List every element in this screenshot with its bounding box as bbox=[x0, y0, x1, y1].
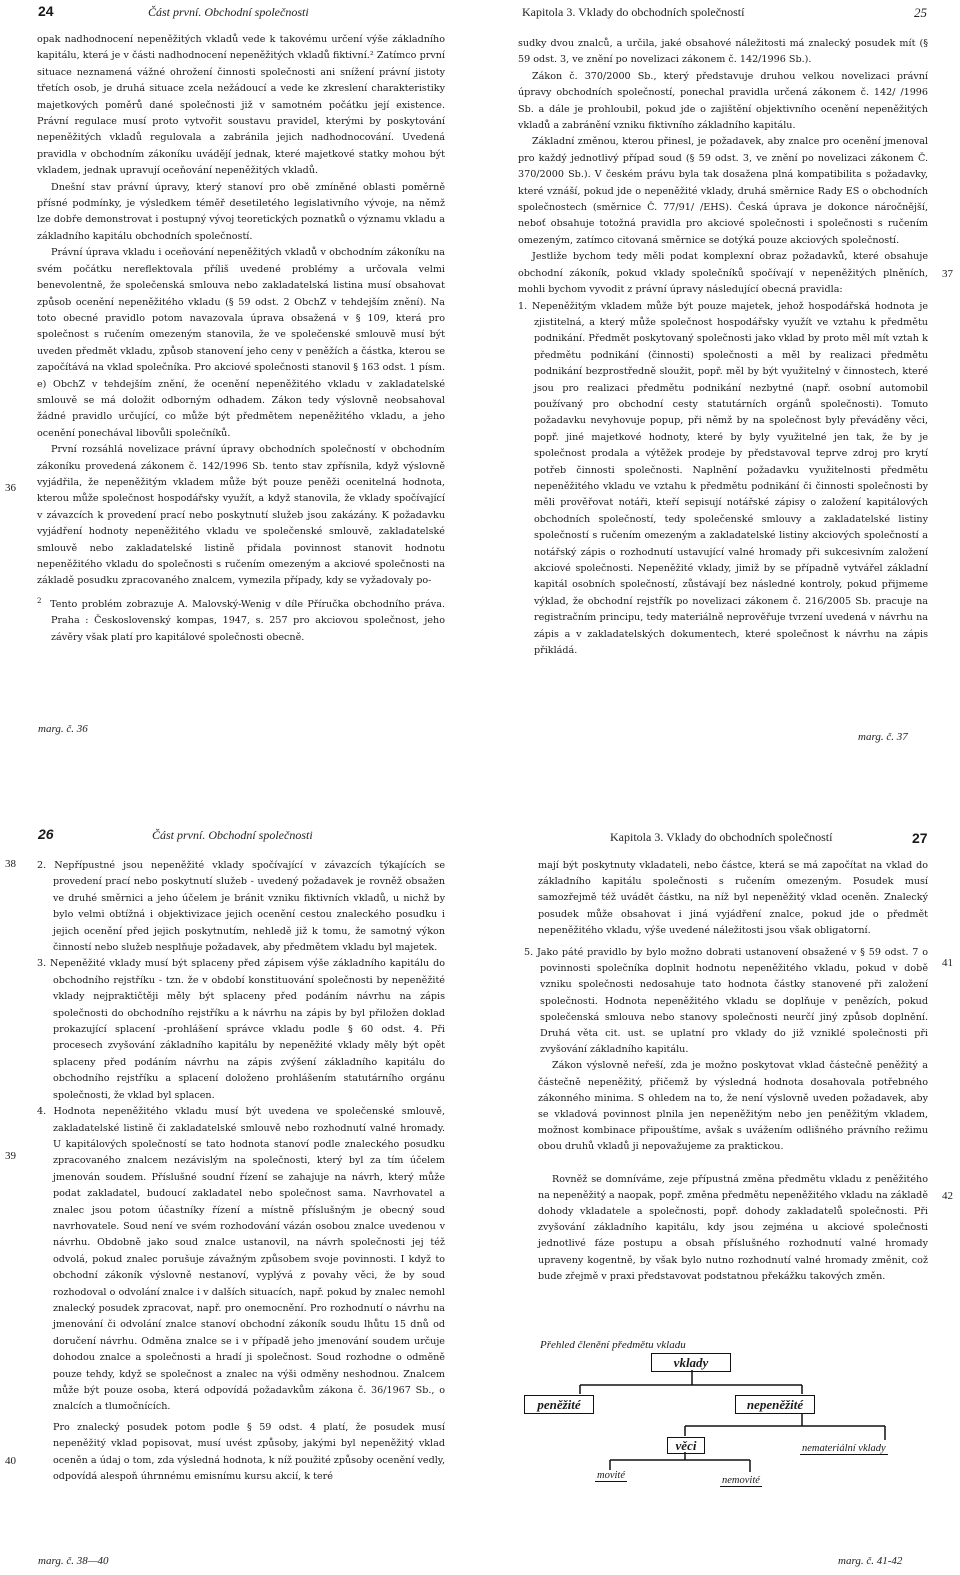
paragraph: mají být poskytnuty vkladateli, nebo částce, která se má započítat na vklad do základního kapitálu společnosti s ručením omezeným. Posudek musí samozřejmě též uvádět částku, na níž byl nepeněžitý vklad oceněn. Znalecký posudek může obsahovat i jiná vyjádření znalce, pokud jde o předmět nepeněžitého vkladu, výše uvedené náležitosti jsou však obligatorní. bbox=[538, 860, 928, 936]
paragraph: Zákon výslovně neřeší, zda je možno poskytovat vklad částečně peněžitý a částečně nepeněžitý, přičemž by výsledná hodnota dosahovala potřebného zákonného minima. S ohledem na to, že není výslovně uveden požadavek, aby se vkladová povinnost plnila jen nepeněžitým nebo jen peněžitým vkladem, možnost kombinace připouštíme, avšak s uvážením odlišného právního režimu obou druhů vkladů ji nepovažujeme za praktickou. bbox=[538, 1060, 928, 1153]
paragraph: První rozsáhlá novelizace právní úpravy obchodních společností v obchodním zákoníku provedená zákonem č. 142/1996 Sb. tento stav zpřísnila, když výslovně vyjádřila, že nepeněžitým vkladem může být pouze peněži ocenitelná hodnota, kterou může společnost hospodářsky využít, a když stanovila, že vklady spočívající v závazcích k provedení prací nebo poskytnutí služeb jsou zakázány. K požadavku vyjádření hodnoty nepeněžitého vkladu ve společenské smlouvě, zakladatelské smlouvě nebo zakladatelské listině přidala povinnost stanovit hodnotu nepeněžitého vkladu do společnosti s ručením omezeným a akciové společnosti na základě posudku zpracovaného znalcem, vymezila případy, kdy se vyžadovaly po- bbox=[37, 444, 445, 587]
node-vklady: vklady bbox=[651, 1353, 731, 1372]
node-penezite: peněžité bbox=[524, 1395, 594, 1414]
text-column bbox=[37, 32, 445, 646]
paragraph: Pro znalecký posudek potom podle § 59 odst. 4 platí, že posudek musí nepeněžitý vklad popisovat, musí uvést způsoby, jakými byl nepeněžitý vklad oceněn a údaj o tom, zda výsledná hodnota, k níž použité způsoby ocenění vedly, odpovídá alespoň úhrnnému emisnímu kursu akcií, k teré bbox=[53, 1421, 445, 1483]
margin-number: 39 bbox=[5, 1150, 16, 1162]
node-nemovite: nemovité bbox=[722, 1475, 760, 1486]
paragraph: Rovněž se domníváme, zeje přípustná změna předmětu vkladu z peněžitého na nepeněžitý a naopak, popř. změna předmětu nepeněžitého vkladu na základě dohody vkladatele a společnosti, popř. dohody zakladatelů společnosti. Při zvyšování základního kapitálu, kdy jsou zejména u akciové společnosti jednotlivé fáze postupu a obsah příslušného rozhodnutí valné hromady upraveny kogentně, by však bylo nutno rozhodnutí valné hromady změnit, což bude zřejmě v praxi představovat podstatnou překážku takových změn. bbox=[538, 1173, 928, 1282]
paragraph: Zákon č. 370/2000 Sb., který představuje druhou velkou novelizaci právní úpravy obchodních společností, ponechal pravidla určená zákonem č. 142/ /1996 Sb. a dále je prohloubil, pokud jde o zajištění objektivního ocenění nepeněžitých vkladů a zabránění vzniku fiktivního základního kapitálu. bbox=[518, 70, 928, 132]
running-header: Část první. Obchodní společnosti bbox=[152, 828, 313, 842]
list-item: 4. Hodnota nepeněžitého vkladu musí být uvedena ve společenské smlouvě, zakladatelské listině či zakladatelské smlouvě nebo rozhodnutí valné hromady. U kapitálových společností se tato hodnota stanoví podle znaleckého posudku zpracovaného znalcem nezávislým na společnosti, který byl za tím účelem jmenován soudem. Příslušné soudní řízení se zahajuje na návrh, který může podat zakladatel, budoucí zakladatel nebo společnost sama. Navrhovatel a znalec jsou potom účastníky řízení a místně příslušným je obecný soud navrhovatele. Soud není ve svém rozhodování vázán osobou znalce uvedenou v návrhu. Obdobně jako soud znalce ustanovil, na návrh společnosti jej též odvolá, pokud znalec porušuje závažným způsobem svoje povinnosti. I když to obchodní zákoník výslovně nestanoví, vyplývá z povahy věci, že by soud rozhodoval o odvolání znalce i v dalších situacích, např. pokud by znalec nemohl znalecký posudek zpracovat, např. pro onemocnění. Pro rozhodnutí o návrhu na jmenování či odvolání znalce stanoví obchodní zákoník soudu lhůtu 15 dnů od doručení návrhu. Odměna znalce se i v případě jeho jmenování soudem určuje dohodou znalce a společnosti a hradí ji společnost. Soud rozhodne o odměně pouze tehdy, když se společnost a znalec na výši odměny neshodnou. Znalcem může být pouze osoba, která odpovídá požadavkům zákona č. 36/1967 Sb., o znalcích a tlumočnících. bbox=[37, 1106, 445, 1413]
margin-number: 42 bbox=[942, 1190, 953, 1202]
page-number: 25 bbox=[914, 5, 927, 20]
footnote bbox=[37, 593, 445, 646]
margin-number: 37 bbox=[942, 268, 953, 280]
text-column bbox=[524, 858, 928, 1285]
list-item: 3. Nepeněžité vklady musí být splaceny před zápisem výše základního kapitálu do obchodního rejstříku - tzn. že v období konstituování společnosti by nepeněžité vklady nejpraktičtěji měly být splaceny před podáním návrhu na zápis společnosti do obchodního rejstříku a k návrhu na zápis by byl přiložen doklad prokazující splacení -prohlášení správce vkladu podle § 60 odst. 4. Při procesech zvyšování základního kapitálu by nepeněžité vklady měly být opět splaceny před podáním návrhu na zápis zvýšení základního kapitálu do obchodního rejstříku a splacení doloženo prohlášením statutárního orgánu společnosti, že vklad byl splacen. bbox=[37, 958, 445, 1101]
margin-reference: marg. č. 41-42 bbox=[838, 1555, 903, 1567]
footnote-mark: 2 bbox=[37, 596, 42, 605]
list-item: 2. Nepřípustné jsou nepeněžité vklady spočívající v závazcích týkajících se provedení prací nebo poskytnutí služeb - uvedený požadavek je rovněž obsažen ve druhé směrnici a jeho účelem je bránit vzniku fiktivních vkladů, u nichž by bylo velmi obtížná i objektivizace jejich ocenění cestou znaleckého posudku i jejich ocenění před jejich poskytnutím, nehledě již k tomu, že samotný výkon činností nebo služeb nesplňuje požadavek, aby předmětem vkladu byl majetek. bbox=[37, 860, 445, 954]
running-header: Kapitola 3. Vklady do obchodních společností bbox=[522, 5, 745, 19]
diagram-title: Přehled členění předmětu vkladu bbox=[540, 1339, 686, 1351]
page-number: 26 bbox=[38, 826, 54, 842]
paragraph: opak nadhodnocení nepeněžitých vkladů vede k takovému určení výše základního kapitálu, která je v části nadhodnocení nepeněžitých vkladů fiktivní.² Zatímco první situace neznamená vážné ohrožení činnosti společnosti ani snížení právní jistoty třetích osob, je druhá situace zcela nežádoucí a vede ke zkreslení charakteristiky majetkových poměrů dané společnosti již v samotném počátku její existence. Právní regulace musí proto vytvořit soustavu pravidel, kterými by poskytování nepeněžitých vkladů regulovala a zabránila jejich nadhodnocování. Uvedená pravidla v obchodním zákoníku uvádějí jednak, které majetkové statky mohou být vkladem, jednak upravují oceňování nepeněžitých vkladů. bbox=[37, 34, 445, 177]
node-veci: věci bbox=[667, 1437, 705, 1454]
paragraph: sudky dvou znalců, a určila, jaké obsahové náležitosti má znalecký posudek mít (§ 59 odst. 3, ve znění po novelizaci zákonem č. 142/1996 Sb.). bbox=[518, 38, 928, 66]
margin-reference: marg. č. 36 bbox=[38, 723, 88, 735]
paragraph: Dnešní stav právní úpravy, který stanoví pro obě zmíněné oblasti poměrně přísné podmínky, je výsledkem téměř desetiletého legislativního vývoje, na němž lze dobře demonstrovat i postupný vývoj teoretických poznatků o významu vkladu a základního kapitálu obchodních společností. bbox=[37, 181, 445, 242]
page-number: 24 bbox=[38, 3, 54, 19]
text-column bbox=[518, 36, 928, 659]
margin-number: 36 bbox=[5, 482, 16, 494]
margin-reference: marg. č. 37 bbox=[858, 731, 908, 743]
diagram-connectors bbox=[520, 1360, 930, 1490]
margin-reference: marg. č. 38—40 bbox=[38, 1555, 109, 1567]
running-header: Kapitola 3. Vklady do obchodních společností bbox=[610, 830, 833, 844]
margin-number: 41 bbox=[942, 957, 953, 969]
node-nepenezite: nepeněžité bbox=[735, 1395, 815, 1414]
margin-number: 38 bbox=[5, 858, 16, 870]
margin-number: 40 bbox=[5, 1455, 16, 1467]
list-item: 5. Jako páté pravidlo by bylo možno dobrati ustanovení obsažené v § 59 odst. 7 o povinnosti společníka doplnit hodnotu nepeněžitého vkladu, pokud v době vzniku společnosti nedosahuje tato hodnota částky stanovené při založení společnosti. Hodnota nepeněžitého vkladu se doplňuje v penězích, pokud společenská smlouva nebo stanovy společnosti neurčí jiný způsob doplnění. Druhá věta cit. ust. se uplatní pro vklady do již vzniklé společnosti při zvyšování základního kapitálu. bbox=[524, 947, 928, 1056]
footnote-text: Tento problém zobrazuje A. Malovský-Wenig v díle Příručka obchodního práva. Praha : Československý kompas, 1947, s. 257 pro akciovou společnost, jeho závěry však platí pro kapitálové společnosti obecně. bbox=[50, 599, 446, 643]
page-number: 27 bbox=[912, 830, 928, 846]
node-movite: movité bbox=[597, 1470, 625, 1481]
running-header: Část první. Obchodní společnosti bbox=[148, 5, 309, 19]
node-nematerialni-vklady: nemateriální vklady bbox=[802, 1443, 886, 1454]
text-column bbox=[37, 858, 445, 1485]
list-item: 1. Nepeněžitým vkladem může být pouze majetek, jehož hospodářská hodnota je zjistitelná, a který může společnost hospodářsky využít ve vztahu k předmětu podnikání. Předmět poskytovaný společnosti jako vklad by proto měl mít vztah k předmětu podnikání (činnosti) společnosti a měl by realizaci předmětu podnikání bezprostředně sloužit, popř. měl by být využitelný v činnostech, které jsou pro realizaci předmětu podnikání nezbytné (např. osobní automobil používaný pro obchodní cesty statutárních orgánů společnosti). Tomuto požadavku nevyhovuje popup, při němž by na společnost byly převáděny věci, popř. jiné majetkové hodnoty, které by byly využitelné jen tak, že by je společnost prodala a výtěžek prodeje by představoval teprve zdroj pro krytí potřeb činnosti společnosti. Naplnění požadavku využitelnosti předmětu nepeněžitého vkladu ve vztahu k předmětu podnikání či činnosti společnosti by měli prověřovat notáři, kteří sepisují notářské zápisy o založení kapitálových obchodních společností, tedy společenské smlouvy a zakladatelské listiny společností s ručením omezeným a zakladatelské listiny akciových společností a notářský zápis o rozhodnutí ustavující valné hromady při sukcesivním založení akciové společnosti. Nepeněžité vklady, jimiž by se případně vytvářel základní kapitál osobních společností, zůstávají bez následné kontroly, pokud přijmeme výklad, že obchodní rejstřík po novelizaci zákonem č. 216/2005 Sb. pracuje na registračním principu, tedy materiálně neprověřuje tvrzení uvedená v návrhu na zápis a v zakladatelských dokumentech, které společnost k návrhu na zápis přikládá. bbox=[518, 300, 928, 657]
paragraph: Základní změnou, kterou přinesl, je požadavek, aby znalce pro ocenění jmenoval pro každý jednotlivý případ soud (§ 59 odst. 3, ve znění po novelizaci zákonem Č. 370/2000 Sb.). V českém právu byla tak dosažena plná kompatibilita s požadavky, které vznáší, pokud jde o nepeněžité vklady, druhá směrnice Rady ES o obchodních společnostech (směrnice Č. 77/91/ /EHS). Česká úprava je dokonce náročnější, neboť obsahuje totožná pravidla pro akciové společnosti i společnosti s ručením omezeným, zatímco citovaná směrnice se dotýká pouze akciových společností. bbox=[518, 136, 928, 246]
paragraph: Jestliže bychom tedy měli podat komplexní obraz požadavků, které obsahuje obchodní zákoník, pokud vklady společníků spočívají v nepeněžitých plněních, mohli bychom vyvodit z právní úpravy následující obecná pravidla: bbox=[518, 251, 928, 296]
paragraph: Právní úprava vkladu i oceňování nepeněžitých vkladů v obchodním zákoníku na svém počátku nereflektovala příliš uvedené problémy a určovala velmi benevolentně, že společenská smlouva nebo zakladatelská listina musí obsahovat způsob ocenění nepeněžitého vkladu (§ 59 odst. 2 ObchZ v tehdejším znění). Na toto obecné pravidlo potom navazovala úprava obsažená v § 109, která pro společnost s ručením omezeným stanovila, že ve společenské smlouvě musí být uveden předmět vkladu, způsob stanovení jeho ceny v peněžích a částka, kterou se započítává na vklad společníka. Pro akciové společnosti stanovil § 163 odst. 1 písm. e) ObchZ v tehdejším znění, že ocenění nepeněžitého vkladu v zakladatelské smlouvě se má doložit odborným odhadem. Zákon tedy výslovně neobsahoval žádné pravidlo určující, co může být předmětem nepeněžitého vkladu, a jeho ocenění ponechával libovůli společníků. bbox=[37, 247, 445, 439]
